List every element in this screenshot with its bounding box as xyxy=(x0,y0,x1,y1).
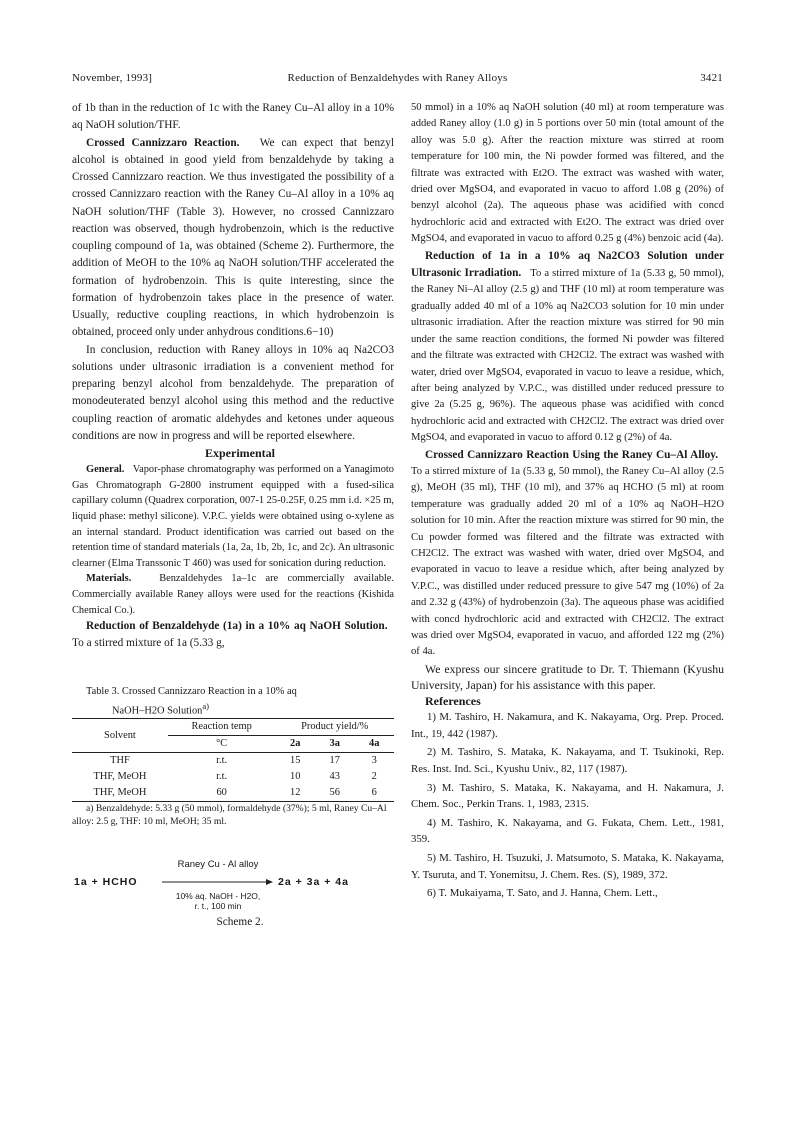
left-column xyxy=(72,100,394,931)
scheme-condition-line2: r. t., 100 min xyxy=(194,901,242,912)
paragraph-body: To a stirred mixture of 1a (5.33 g, xyxy=(72,637,225,650)
paragraph-crossed-cannizzaro-procedure xyxy=(411,447,724,661)
paragraph-conclusion: In conclusion, reduction with Raney alloys in 10% aq Na2CO3 solutions under ultrasonic irradiation is a convenient method for preparing benzyl alcohol from benzaldehyde. The preparation of monodeuterated benzyl alcohol using this method and the reductive coupling reaction of aromatic aldehydes and ketones under aqueous conditions are now in progress and will be reported elsewhere. xyxy=(72,343,394,442)
cell-solvent: THF, MeOH xyxy=(93,771,147,783)
reaction-arrow-icon xyxy=(162,878,274,886)
issue-date: November, 1993] xyxy=(72,72,153,84)
acknowledgment: We express our sincere gratitude to Dr. T. Thiemann (Kyushu University, Japan) for his assistance with this paper. xyxy=(411,661,724,692)
header-4a: 4a xyxy=(354,736,394,753)
cell-yield-2a: 15 xyxy=(290,755,301,767)
cell-yield-4a: 6 xyxy=(371,787,377,799)
table-row xyxy=(72,785,394,802)
cell-yield-4a: 2 xyxy=(371,771,377,783)
run-in-heading: General. xyxy=(86,464,125,476)
right-column xyxy=(411,100,724,904)
table-caption-footnote-mark: a) xyxy=(202,700,210,711)
table-caption-line1: Table 3. Crossed Cannizzaro Reaction in a 10% aq xyxy=(86,685,297,697)
header-3a: 3a xyxy=(315,736,355,753)
paragraph-general xyxy=(72,462,394,571)
run-in-heading: Reduction of Benzaldehyde (1a) in a 10% aq NaOH Solution. xyxy=(86,620,388,633)
table-row xyxy=(72,769,394,785)
references-title: References xyxy=(425,693,481,708)
header-temp-unit: °C xyxy=(168,736,276,753)
running-title: Reduction of Benzaldehydes with Raney Alloys xyxy=(287,72,508,84)
paragraph-continuation: 50 mmol) in a 10% aq NaOH solution (40 ml) at room temperature was added Raney alloy (1.0 g) in 5 portions over 50 min (total amount of the alloy was 5.0 g). After the reaction mixture was stirred at room temperature for 100 min, the Ni powder formed was filtered, and the filtrate was extracted with Et2O. The extract was washed with water, dried over MgSO4, and evaporated in vacuo to afford 1.08 g (20%) of benzyl alcohol (2a). The aqueous phase was acidified with concd hydrochloric acid and extracted with Et2O. The extract was dried over MgSO4, and evaporated in vacuo to afford 0.25 g (4%) benzoic acid (4a). xyxy=(411,102,724,245)
cell-yield-3a: 17 xyxy=(329,755,340,767)
paragraph-reduction-naoh xyxy=(72,618,394,653)
table-caption xyxy=(72,685,394,718)
scheme-reactants: 1a + HCHO xyxy=(74,876,138,889)
paragraph-body: Benzaldehydes 1a–1c are commercially available. Commercially available Raney alloys were used for the reactions (Kishida Chemical Co.). xyxy=(72,573,394,616)
reference-item: 2) M. Tashiro, S. Mataka, K. Nakayama, and T. Tsukinoki, Rep. Res. Inst. Ind. Sci., Kyushu Univ., 82, 117 (1987). xyxy=(411,746,724,775)
reference-item: 6) T. Mukaiyama, T. Sato, and J. Hanna, Chem. Lett., xyxy=(427,887,658,900)
running-head xyxy=(72,72,723,88)
reference-item: 1) M. Tashiro, H. Nakamura, and K. Nakayama, Org. Prep. Proced. Int., 19, 442 (1987). xyxy=(411,711,724,740)
run-in-heading: Materials. xyxy=(86,573,132,585)
cell-solvent: THF, MeOH xyxy=(93,787,147,799)
scheme-products: 2a + 3a + 4a xyxy=(278,876,349,889)
header-product-yield: Product yield/% xyxy=(275,719,394,736)
reference-item: 4) M. Tashiro, K. Nakayama, and G. Fukata, Chem. Lett., 1981, 359. xyxy=(411,816,724,846)
table-3 xyxy=(72,685,394,828)
scheme-conditions xyxy=(166,891,270,911)
scheme-condition-line1: 10% aq. NaOH - H2O, xyxy=(175,891,261,902)
cell-yield-3a: 43 xyxy=(329,771,340,783)
page-number: 3421 xyxy=(700,72,723,84)
header-2a: 2a xyxy=(275,736,315,753)
paragraph-continuation: of 1b than in the reduction of 1c with the Raney Cu–Al alloy in a 10% aq NaOH solution/THF. xyxy=(72,102,394,132)
paragraph-body: Vapor-phase chromatography was performed on a Yanagimoto Gas Chromatograph G-2800 instrument equipped with a fused-silica capillary column (Quadrex corporation, 007-1 25-0.25F, 0.25 mm i.d. ×25 m, liquid phase: methyl silicone). V.P.C. yields were obtained using o-xylene as an internal standard. Product identification was carried out based on the retention time of standard materials (1a, 2a, 1b, 2b, 1c, and 2c). An ultrasonic clearner (Elma Transsonic T 460) was used for sonication during reduction. xyxy=(72,464,395,569)
cell-solvent: THF xyxy=(110,755,130,767)
scheme-2 xyxy=(72,848,394,914)
cell-yield-4a: 3 xyxy=(371,755,377,767)
table-caption-line2: NaOH–H2O Solution xyxy=(112,705,203,717)
paragraph-materials xyxy=(72,571,394,618)
cell-temp: r.t. xyxy=(216,771,228,783)
cell-temp: 60 xyxy=(216,787,227,799)
cell-yield-2a: 12 xyxy=(290,787,301,799)
scheme-caption: Scheme 2. xyxy=(216,916,264,929)
table-row xyxy=(72,753,394,770)
paragraph-reduction-na2co3 xyxy=(411,248,724,447)
references-list xyxy=(411,709,724,902)
run-in-heading: Reduction of 1a in a 10% aq Na2CO3 Solution under Ultrasonic Irradiation. xyxy=(411,249,724,280)
header-reaction-temp: Reaction temp xyxy=(168,719,276,736)
experimental-block xyxy=(72,462,394,618)
paragraph-body: To a stirred mixture of 1a (5.33 g, 50 mmol), the Raney Cu–Al alloy (2.5 g), MeOH (35 ml), THF (10 ml), and 37% aq HCHO (5 ml) at room temperature was gradually added 20 ml of a 10% aq NaOH–H2O solution for 10 min. After the reaction mixture was stirred for 90 min, the Cu powder formed was filtered and the filtrate was extracted with CH2Cl2. The extract was washed with water, dried over MgSO4, and evaporated in vacuo to leave a residue which, after being analyzed by V.P.C., was distilled under reduced pressure to give 547 mg (10%) of 2a and 2.32 g (43%) of hydrobenzoin (3a). The aqueous phase was acidified with concd hydrochloric acid and extracted with CH2Cl2. The extract was dried over MgSO4, evaporated in vacuo, and afforded 122 mg (2%) of 4a. xyxy=(411,465,724,658)
section-title-experimental: Experimental xyxy=(205,446,275,460)
cell-temp: r.t. xyxy=(216,755,228,767)
run-in-heading: Crossed Cannizzaro Reaction. xyxy=(86,136,240,149)
run-in-heading: Crossed Cannizzaro Reaction Using the Raney Cu–Al Alloy. xyxy=(425,448,719,461)
cell-yield-3a: 56 xyxy=(329,787,340,799)
paragraph-crossed-cannizzaro xyxy=(72,135,394,342)
data-table xyxy=(72,718,394,802)
reference-item: 3) M. Tashiro, S. Mataka, K. Nakayama, and H. Nakamura, J. Chem. Soc., Perkin Trans. 1, 1983, 2315. xyxy=(411,781,724,811)
scheme-reagent: Raney Cu - Al alloy xyxy=(177,859,259,871)
paragraph-body: To a stirred mixture of 1a (5.33 g, 50 mmol), the Raney Ni–Al alloy (2.5 g) and THF (10 ml) at room temperature was gradually added 40 ml of a 10% aq Na2CO3 solution for 10 min under ultrasonic irradiation. After the reaction mixture was stirred for 90 min under the same reaction conditions, the formed Ni powder was filtered and the filtrate was extracted with CH2Cl2. The extract was washed with water, dried over MgSO4, evaporated in vacuo to leave a residue, which, after being analyzed by V.P.C., was distilled under reduced pressure to give 2a (5.25 g, 96%). The aqueous phase was acidified with concd hydrochloric acid and extracted with CH2Cl2. The extract was dried over MgSO4, and evaporated in vacuo to afford 0.12 g (2%) of 4a. xyxy=(411,268,724,444)
header-solvent: Solvent xyxy=(72,719,168,753)
table-footnote: a) Benzaldehyde: 5.33 g (50 mmol), formaldehyde (37%); 5 ml, Raney Cu–Al alloy: 2.5 g, THF: 10 ml, MeOH; 35 ml. xyxy=(72,803,387,828)
paragraph-body: We can expect that benzyl alcohol is obtained in good yield from benzaldehyde by taking a Crossed Cannizzaro reaction. We thus investigated the possibility of a crossed Cannizzaro reaction with the Raney Cu–Al alloy in a 10% aq NaOH solution/THF (Table 3). However, no crossed Cannizzaro reaction was observed, though hydrobenzoin, which is the reductive coupling compound of 1a, was obtained (Scheme 2). Furthermore, the addition of MeOH to the 10% aq NaOH solution/THF accelerated the formation of hydrobenzoin. This is quite interesting, since the formation of hydrobenzoin takes place in the presence of water. Usually, reductive coupling reactions, in which hydrobenzoin is obtained, proceed only under anhydrous conditions.6−10) xyxy=(72,136,394,339)
cell-yield-2a: 10 xyxy=(290,771,301,783)
reference-item: 5) M. Tashiro, H. Tsuzuki, J. Matsumoto, S. Mataka, K. Nakayama, Y. Tsuruta, and T. Yonemitsu, J. Chem. Res. (S), 1989, 372. xyxy=(411,851,724,881)
